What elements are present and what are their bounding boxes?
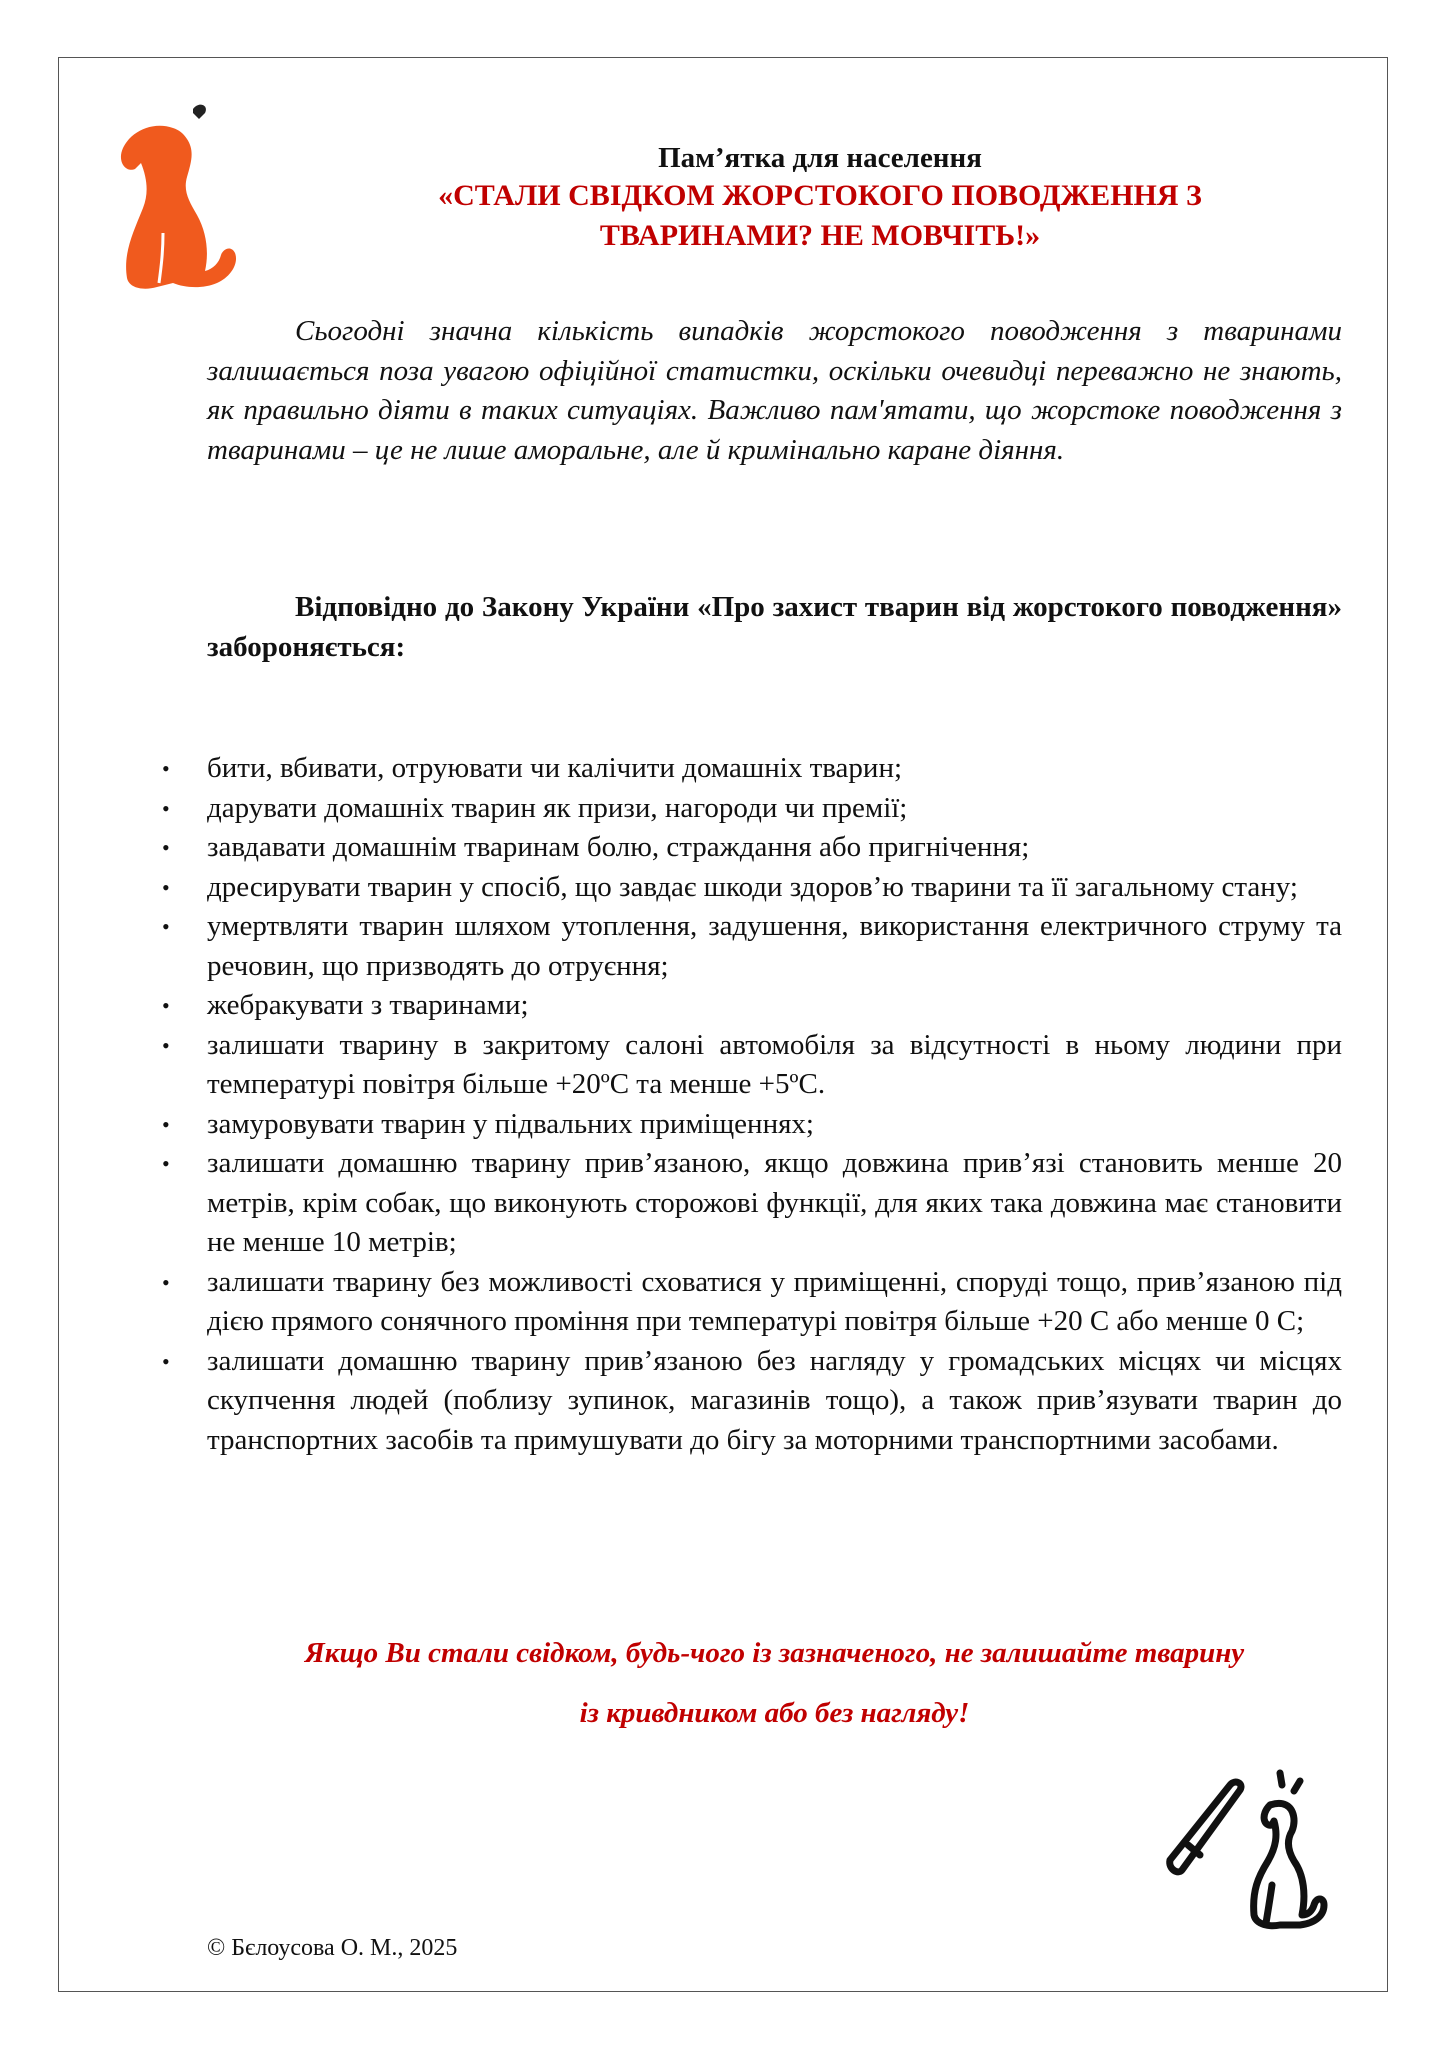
list-item: • залишати тварину в закритому салоні автомобіля за відсутності в ньому людини при температурі повітря більше +20ºС та менше +5ºС. xyxy=(207,1026,1342,1105)
list-item: • завдавати домашнім тваринам болю, страждання або пригнічення; xyxy=(207,828,1342,868)
warning-line2: із кривдником або без нагляду! xyxy=(579,1697,970,1729)
list-item: • бити, вбивати, отруювати чи калічити домашніх тварин; xyxy=(207,749,1342,789)
list-item: • дресирувати тварин у спосіб, що завдає шкоди здоров’ю тварини та її загальному стану; xyxy=(207,868,1342,908)
header-title-line2: ТВАРИНАМИ? НЕ МОВЧІТЬ!» xyxy=(599,219,1041,252)
list-item: • жебракувати з тваринами; xyxy=(207,986,1342,1026)
dog-stick-abuse-icon xyxy=(1160,1765,1330,1935)
list-item: • замуровувати тварин у підвальних приміщеннях; xyxy=(207,1105,1342,1145)
orange-dog-heart-icon xyxy=(113,103,243,293)
intro-paragraph: Сьогодні значна кількість випадків жорстокого поводження з тваринами залишається поза увагою офіційної статистки, оскільки очевидці переважно не знають, як правильно діяти в таких ситуаціях. Важливо пам'ятати, що жорстоке поводження з тваринами – це не лише аморальне, але й кримінально каране діяння. xyxy=(207,315,1342,466)
header xyxy=(340,140,1300,256)
copyright: © Бєлоусова О. М., 2025 xyxy=(207,1935,458,1961)
warning-message xyxy=(207,1623,1342,1743)
header-title-line1: «СТАЛИ СВІДКОМ ЖОРСТОКОГО ПОВОДЖЕННЯ З xyxy=(438,179,1202,212)
list-item: • залишати домашню тварину прив’язаною без нагляду у громадських місцях чи місцях скупчення людей (поблизу зупинок, магазинів тощо), а також прив’язувати тварин до транспортних засобів та примушувати до бігу за моторними транспортними засобами. xyxy=(207,1342,1342,1461)
bans-list xyxy=(207,749,1342,1460)
list-item: • залишати тварину без можливості сховатися у приміщенні, споруді тощо, прив’язаною під дією прямого сонячного проміння при температурі повітря більше +20 С або менше 0 С; xyxy=(207,1263,1342,1342)
list-item: • дарувати домашніх тварин як призи, нагороди чи премії; xyxy=(207,789,1342,829)
list-item: • умертвляти тварин шляхом утоплення, задушення, використання електричного струму та речовин, що призводять до отруєння; xyxy=(207,907,1342,986)
header-subtitle: Пам’ятка для населення xyxy=(658,142,982,174)
warning-line1: Якщо Ви стали свідком, будь-чого із зазначеного, не залишайте тварину xyxy=(304,1637,1245,1669)
list-item: • залишати домашню тварину прив’язаною, якщо довжина прив’язі становить менше 20 метрів, крім собак, що виконують сторожові функції, для яких така довжина має становити не менше 10 метрів; xyxy=(207,1144,1342,1263)
law-paragraph: Відповідно до Закону України «Про захист тварин від жорстокого поводження» забороняється: xyxy=(207,591,1342,663)
